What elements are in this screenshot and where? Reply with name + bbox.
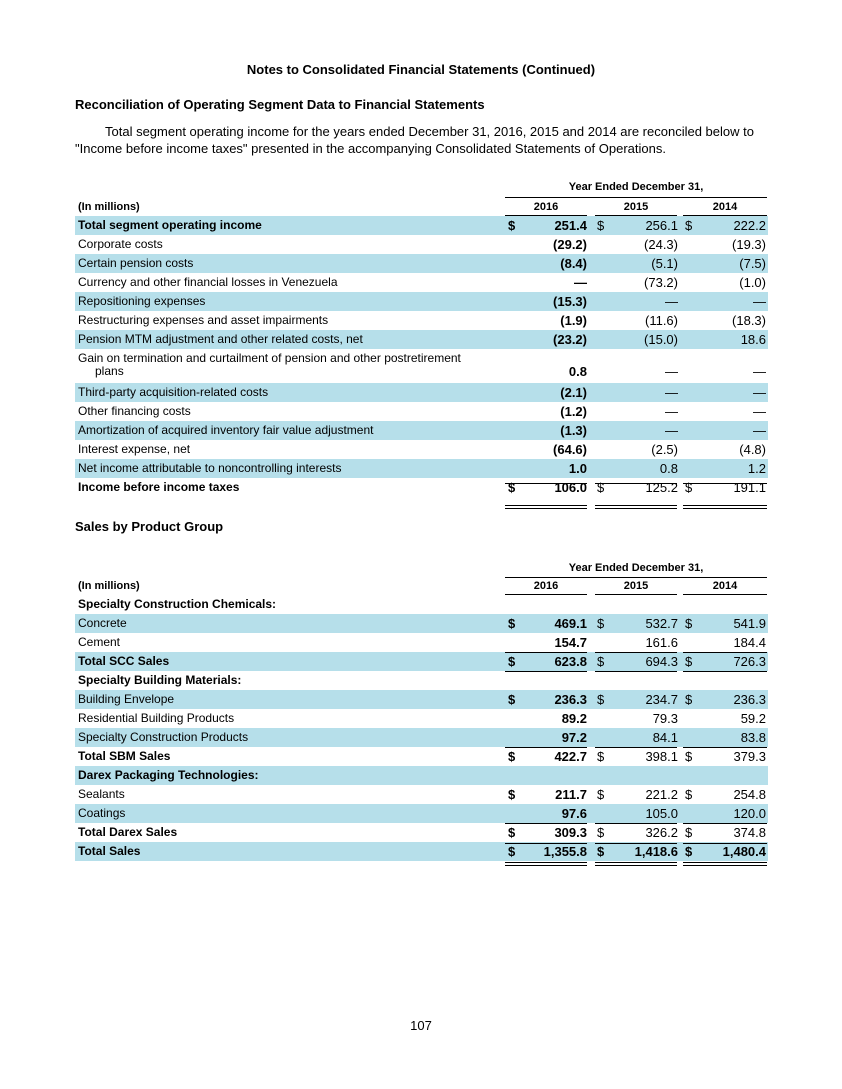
table-row [75,633,768,652]
table-row [75,766,768,785]
value-2016: 469.1 [554,616,587,631]
dollar-sign: $ [685,749,693,764]
value-2015: — [665,404,678,419]
row-label: Total SBM Sales [78,749,171,763]
value-2015: — [665,385,678,400]
value-2016: (29.2) [553,237,587,252]
subtotal-rule [505,843,587,844]
table-row [75,614,768,633]
value-2015: 0.8 [659,461,678,476]
value-2014: 236.3 [733,692,766,707]
row-label-line1: Gain on termination and curtailment of pension and other postretirement [78,351,461,365]
row-label-continuation: plans [95,364,124,378]
table-row [75,330,768,349]
value-2014: 541.9 [733,616,766,631]
value-2014: 18.6 [740,332,766,347]
row-label: Sealants [78,787,125,801]
row-label: Total Sales [78,844,141,858]
value-2016: (15.3) [553,294,587,309]
value-2015: 326.2 [645,825,678,840]
value-2016: 89.2 [561,711,587,726]
row-label: Repositioning expenses [78,294,206,308]
value-2014: 1.2 [747,461,766,476]
row-label: Building Envelope [78,692,175,706]
table-row [75,478,768,498]
table1-year-2014: 2014 [712,201,738,213]
value-2016: (23.2) [553,332,587,347]
subtotal-rule [595,671,677,672]
subtotal-rule [505,823,587,824]
table-row [75,216,768,235]
dollar-sign: $ [597,844,605,859]
section-intro-paragraph: Total segment operating income for the years ended December 31, 2016, 2015 and 2014 are reconciled below to "Income before income taxes" presented in the accompanying Consolidated Statements of Operations. [75,124,754,156]
sales-by-product-group-table [75,595,768,861]
value-2016: 623.8 [554,654,587,669]
dollar-sign: $ [597,480,605,495]
row-label: Third-party acquisition-related costs [78,385,269,399]
value-2015: 234.7 [645,692,678,707]
value-2015: — [665,423,678,438]
dollar-sign: $ [508,825,516,840]
table2-year-2014: 2014 [712,580,738,592]
subtotal-rule [595,483,677,484]
group-heading: Specialty Building Materials: [78,673,242,687]
row-label: Other financing costs [78,404,191,418]
value-2016: (1.2) [560,404,587,419]
subtotal-rule [595,747,677,748]
value-2014: (7.5) [739,256,766,271]
value-2016: 422.7 [554,749,587,764]
subtotal-rule [595,823,677,824]
value-2014: (18.3) [732,313,766,328]
table-row [75,383,768,402]
table2-year-2015: 2015 [623,580,649,592]
total-double-rule [683,862,767,866]
dollar-sign: $ [597,654,605,669]
dollar-sign: $ [685,480,693,495]
table-row [75,421,768,440]
value-2014: (19.3) [732,237,766,252]
row-label [78,352,488,378]
table-row [75,747,768,766]
subtotal-rule [683,652,767,653]
dollar-sign: $ [685,616,693,631]
row-label: Interest expense, net [78,442,191,456]
value-2014: 726.3 [733,654,766,669]
table2-period-header: Year Ended December 31, [568,562,704,574]
total-double-rule [505,862,587,866]
section-heading-reconciliation: Reconciliation of Operating Segment Data to Financial Statements [75,97,485,112]
table1-year-2016: 2016 [533,201,559,213]
value-2014: 120.0 [733,806,766,821]
group-heading: Specialty Construction Chemicals: [78,597,277,611]
value-2014: 374.8 [733,825,766,840]
value-2015: (5.1) [651,256,678,271]
table-row [75,842,768,861]
table2-period-rule [505,577,767,578]
table-row [75,709,768,728]
row-label: Corporate costs [78,237,163,251]
dollar-sign: $ [508,787,516,802]
row-label: Net income attributable to noncontrolling interests [78,461,342,475]
value-2015: — [665,294,678,309]
dollar-sign: $ [597,218,605,233]
value-2016: 309.3 [554,825,587,840]
row-label: Concrete [78,616,127,630]
value-2014: — [753,364,766,379]
value-2015: 105.0 [645,806,678,821]
total-double-rule [505,505,587,509]
dollar-sign: $ [685,787,693,802]
value-2016: 236.3 [554,692,587,707]
value-2016: 251.4 [554,218,587,233]
dollar-sign: $ [685,844,693,859]
row-label: Total Darex Sales [78,825,178,839]
table-row [75,671,768,690]
table2-year-2016: 2016 [533,580,559,592]
row-label: Amortization of acquired inventory fair value adjustment [78,423,374,437]
row-label: Income before income taxes [78,480,240,494]
subtotal-rule [683,747,767,748]
dollar-sign: $ [508,218,516,233]
value-2015: 256.1 [645,218,678,233]
table1-period-rule [505,197,767,198]
group-heading: Darex Packaging Technologies: [78,768,259,782]
page-number: 107 [410,1018,432,1033]
value-2014: 184.4 [733,635,766,650]
table-row [75,254,768,273]
page-title: Notes to Consolidated Financial Statements (Continued) [246,62,596,77]
value-2014: — [753,404,766,419]
value-2014: (4.8) [739,442,766,457]
dollar-sign: $ [508,692,516,707]
dollar-sign: $ [685,825,693,840]
reconciliation-table [75,216,768,498]
value-2016: — [574,275,587,290]
table-row [75,459,768,478]
row-label: Specialty Construction Products [78,730,249,744]
table-row [75,273,768,292]
value-2014: 83.8 [740,730,766,745]
value-2015: (2.5) [651,442,678,457]
value-2016: 1,355.8 [543,844,587,859]
table-row [75,402,768,421]
value-2014: 1,480.4 [722,844,766,859]
value-2014: (1.0) [739,275,766,290]
table-row [75,652,768,671]
table-row [75,440,768,459]
row-label: Pension MTM adjustment and other related costs, net [78,332,363,346]
table1-year-2015: 2015 [623,201,649,213]
row-label: Residential Building Products [78,711,235,725]
value-2015: — [665,364,678,379]
value-2016: (1.9) [560,313,587,328]
subtotal-rule [595,843,677,844]
table-row [75,292,768,311]
table2-units-label: (In millions) [78,580,140,592]
row-label: Total segment operating income [78,218,262,232]
row-label: Certain pension costs [78,256,194,270]
row-label: Cement [78,635,121,649]
value-2016: 154.7 [554,635,587,650]
value-2016: (8.4) [560,256,587,271]
total-double-rule [683,505,767,509]
value-2014: 191.1 [733,480,766,495]
total-double-rule [595,505,677,509]
section-heading-sales-by-product-group: Sales by Product Group [75,519,224,534]
table1-period-header: Year Ended December 31, [568,181,704,193]
subtotal-rule [595,652,677,653]
value-2016: 1.0 [568,461,587,476]
value-2016: 97.2 [561,730,587,745]
table-row [75,690,768,709]
value-2015: 125.2 [645,480,678,495]
dollar-sign: $ [597,616,605,631]
dollar-sign: $ [685,654,693,669]
table-row [75,728,768,747]
table-row [75,349,768,383]
value-2015: (73.2) [644,275,678,290]
subtotal-rule [683,843,767,844]
value-2015: 221.2 [645,787,678,802]
subtotal-rule [683,671,767,672]
table-row [75,235,768,254]
value-2015: 79.3 [652,711,678,726]
value-2015: 84.1 [652,730,678,745]
value-2016: (64.6) [553,442,587,457]
dollar-sign: $ [597,692,605,707]
subtotal-rule [505,483,587,484]
row-label: Currency and other financial losses in Venezuela [78,275,338,289]
table-row [75,823,768,842]
table-row [75,804,768,823]
table-row [75,785,768,804]
value-2014: 59.2 [740,711,766,726]
dollar-sign: $ [685,692,693,707]
value-2014: 222.2 [733,218,766,233]
value-2016: (1.3) [560,423,587,438]
value-2016: 211.7 [555,787,587,802]
row-label: Coatings [78,806,126,820]
dollar-sign: $ [508,480,516,495]
value-2014: — [753,294,766,309]
dollar-sign: $ [597,749,605,764]
value-2015: (15.0) [644,332,678,347]
value-2015: (11.6) [645,313,678,328]
dollar-sign: $ [508,844,516,859]
value-2015: (24.3) [644,237,678,252]
value-2016: 97.6 [561,806,587,821]
value-2015: 694.3 [645,654,678,669]
value-2016: (2.1) [560,385,587,400]
table-row [75,311,768,330]
value-2015: 161.6 [645,635,678,650]
value-2014: 254.8 [733,787,766,802]
value-2015: 1,418.6 [634,844,678,859]
dollar-sign: $ [508,654,516,669]
value-2016: 0.8 [568,364,587,379]
dollar-sign: $ [597,787,605,802]
subtotal-rule [505,747,587,748]
subtotal-rule [505,671,587,672]
dollar-sign: $ [508,616,516,631]
value-2014: — [753,423,766,438]
dollar-sign: $ [597,825,605,840]
value-2014: — [753,385,766,400]
subtotal-rule [683,823,767,824]
value-2016: 106.0 [554,480,587,495]
dollar-sign: $ [685,218,693,233]
value-2015: 532.7 [645,616,678,631]
row-label: Total SCC Sales [78,654,170,668]
subtotal-rule [505,652,587,653]
total-double-rule [595,862,677,866]
subtotal-rule [683,483,767,484]
table1-units-label: (In millions) [78,201,140,213]
value-2014: 379.3 [733,749,766,764]
table-row [75,595,768,614]
row-label: Restructuring expenses and asset impairments [78,313,329,327]
value-2015: 398.1 [645,749,678,764]
dollar-sign: $ [508,749,516,764]
